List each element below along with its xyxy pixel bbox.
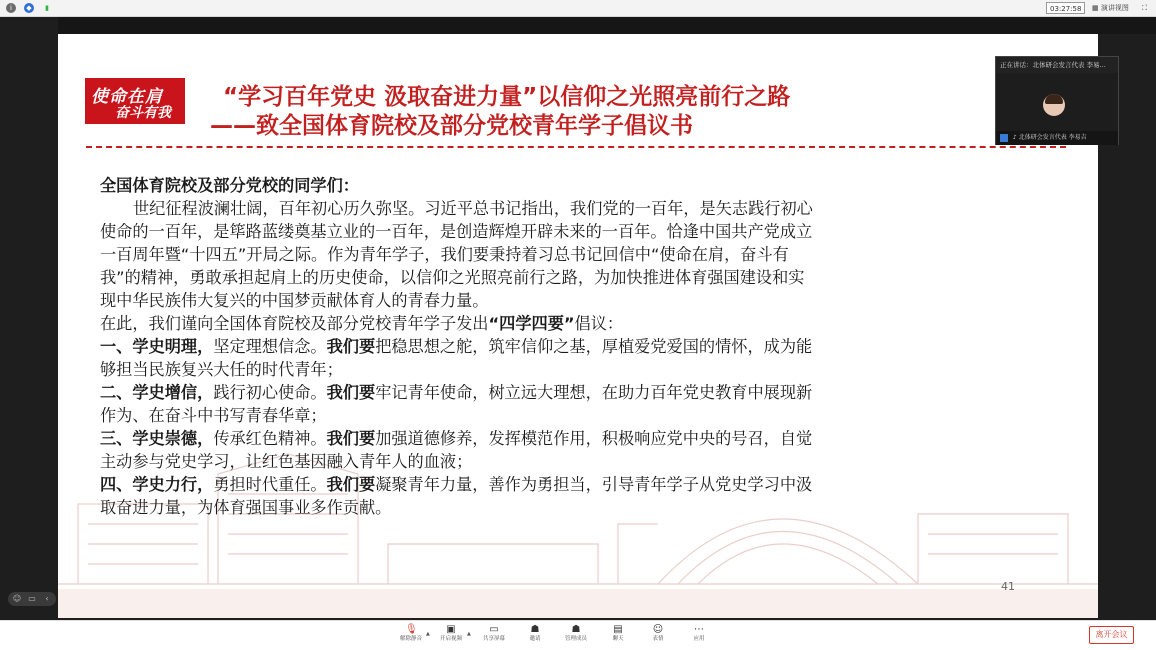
salutation: 全国体育院校及部分党校的同学们： (100, 176, 359, 195)
emoji-icon: ☺ (652, 624, 664, 635)
apps-button[interactable] (681, 624, 717, 650)
emoji-icon[interactable]: ☺ (12, 594, 22, 603)
leave-meeting-button[interactable]: 离开会议 (1089, 626, 1134, 644)
chat-label: 聊天 (612, 636, 624, 642)
invite-icon: ☗ (530, 624, 540, 635)
emoji-button[interactable] (640, 624, 676, 650)
item-2-line: 二、学史增信，践行初心使命。我们要牢记青年使命，树立远大理想，在助力百年党史教育中展现新 (100, 383, 813, 402)
item-1-line: 一、学史明理，坚定理想信念。我们要把稳思想之舵，筑牢信仰之基，厚植爱党爱国的情怀，成为能 (100, 337, 813, 356)
camera-feed (996, 73, 1118, 131)
item-1-line-2: 够担当民族复兴大任的时代青年； (100, 360, 343, 379)
logo-line1: 使命在肩 (91, 87, 163, 107)
paragraph-line: 使命的一百年，是筚路蓝缕奠基立业的一百年，是创造辉煌开辟未来的一百年。恰逢中国共产党成立 (100, 222, 813, 241)
item-2-line-2: 作为、在奋斗中书写青春华章； (100, 406, 327, 425)
share-screen-label: 共享屏幕 (482, 636, 505, 642)
emoji-label: 表情 (652, 636, 664, 642)
chat-icon: ▤ (613, 624, 623, 635)
avatar (1043, 94, 1065, 116)
dashed-divider (86, 146, 1066, 148)
shield-icon[interactable]: ◆ (24, 3, 34, 13)
item-4-line: 四、学史力行，勇担时代重任。我们要凝聚青年力量，善作为勇担当，引导青年学子从党史学习中汲 (100, 475, 813, 494)
item-3-line: 三、学史崇德，传承红色精神。我们要加强道德修养，发挥模范作用，积极响应党中央的号召，自觉 (100, 429, 813, 448)
participant-name: 北体研会发言代表 李易吉 (1018, 134, 1087, 141)
members-icon: ☗ (571, 624, 581, 635)
system-status-bar (0, 0, 1156, 17)
invite-label: 邀请 (529, 636, 541, 642)
page-number: 41 (1001, 580, 1015, 593)
item-4-line-2: 取奋进力量，为体育强国事业多作贡献。 (100, 498, 392, 517)
item-3-line-2: 主动参与党史学习，让红色基因融入青年人的血液； (100, 452, 473, 471)
slide-subtitle: ——致全国体育院校及部分党校青年学子倡议书 (210, 113, 693, 139)
collapse-icon[interactable]: ‹ (45, 594, 49, 603)
logo-line2: 奋斗有我 (115, 105, 171, 121)
top-dark-band (0, 17, 1156, 34)
intro-line: 在此，我们谨向全国体育院校及部分党校青年学子发出“四学四要”倡议： (100, 314, 624, 333)
slide-body (100, 174, 1030, 519)
logo-badge (85, 78, 185, 124)
start-video-label: 开启视频 (439, 636, 462, 642)
left-margin (0, 17, 58, 620)
slide-title: “学习百年党史 汲取奋进力量”以信仰之光照亮前行之路 (223, 84, 791, 110)
participant-name-bar (996, 131, 1118, 145)
speaking-indicator: 正在讲话：北体研会发言代表 李易... (996, 57, 1118, 73)
audio-options-caret[interactable]: ▲ (426, 631, 430, 637)
unmute-label: 解除静音 (399, 636, 422, 642)
info-icon[interactable]: i (6, 3, 16, 13)
chat-icon[interactable]: ▭ (28, 594, 36, 603)
meeting-timer: 03:27:58 (1046, 2, 1085, 14)
start-video-button[interactable] (433, 624, 469, 650)
apps-label: 应用 (693, 636, 705, 642)
paragraph-line: 现中华民族伟大复兴的中国梦贡献体育人的青春力量。 (100, 291, 489, 310)
shared-slide (58, 34, 1098, 618)
video-off-icon: ▣ (446, 624, 456, 635)
mic-muted-icon: 🎙 (405, 624, 418, 635)
invite-button[interactable] (517, 624, 553, 650)
paragraph-line: 我”的精神，勇敢承担起肩上的历史使命，以信仰之光照亮前行之路，为加快推进体育强国建设和实 (100, 268, 805, 287)
speaker-view-button[interactable] (1092, 2, 1129, 14)
paragraph-line: 世纪征程波澜壮阔，百年初心历久弥坚。习近平总书记指出，我们党的一百年，是矢志践行初心 (133, 199, 813, 218)
speaker-view-label: 演讲视图 (1100, 4, 1129, 12)
more-icon: ⋯ (694, 624, 704, 635)
mic-icon: ♪ (1012, 134, 1017, 141)
manage-members-button[interactable] (558, 624, 594, 650)
speaker-video-tile[interactable] (995, 56, 1119, 145)
signal-icon[interactable]: ▮ (45, 4, 49, 12)
user-icon (1000, 134, 1008, 142)
paragraph-line: 一百周年暨“十四五”开局之际。作为青年学子，我们要秉持着习总书记回信中“使命在肩，奋斗有 (100, 245, 789, 264)
manage-members-label: 管理成员 (564, 636, 587, 642)
floating-controls (8, 592, 56, 606)
grid-icon: ▦ (1092, 4, 1099, 12)
fullscreen-icon[interactable]: ⛶ (1142, 4, 1147, 12)
meeting-toolbar (0, 620, 1156, 650)
share-screen-icon: ▭ (489, 624, 499, 635)
video-options-caret[interactable]: ▲ (467, 631, 471, 637)
unmute-button[interactable] (393, 624, 429, 650)
share-screen-button[interactable] (476, 624, 512, 650)
chat-button[interactable] (600, 624, 636, 650)
